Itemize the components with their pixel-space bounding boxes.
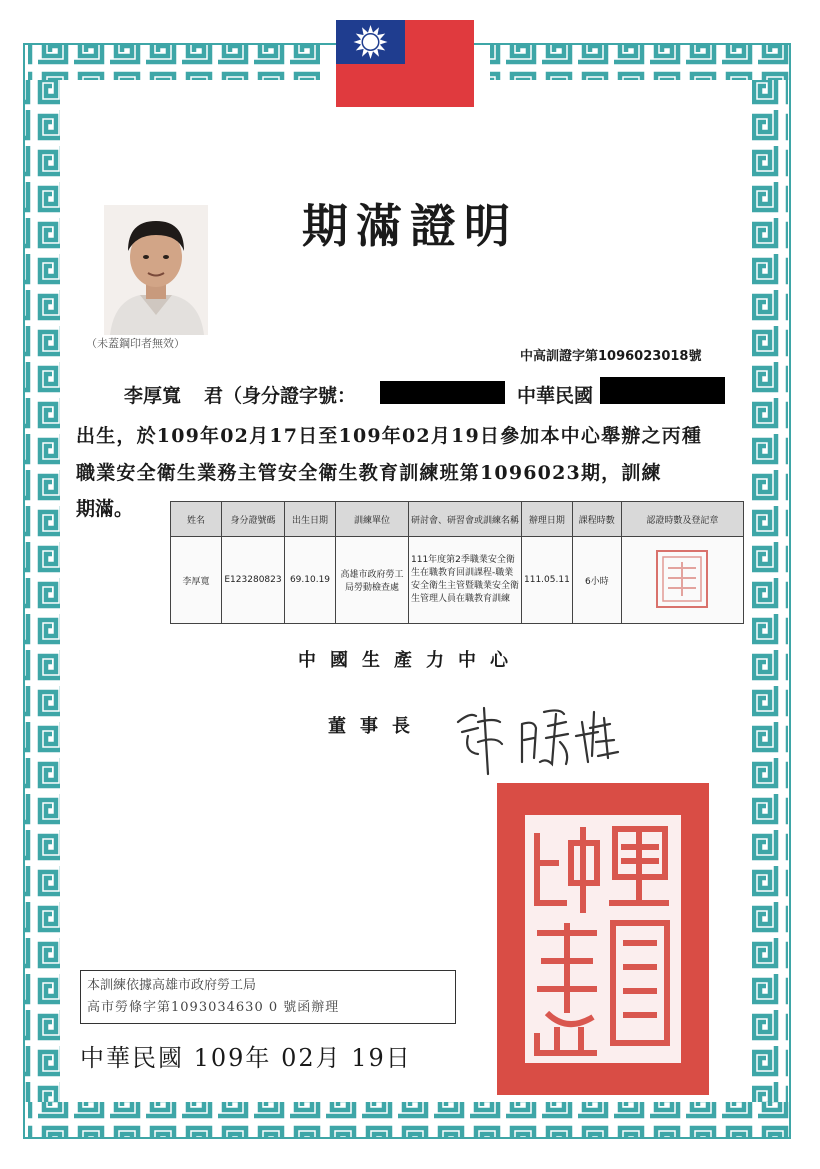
table-header-row [171, 502, 744, 537]
training-record-table [170, 501, 744, 624]
table-header: 訓練單位 [336, 502, 409, 537]
body-line-2: 職業安全衛生業務主管安全衛生教育訓練班第1096023期，訓練 [76, 462, 662, 484]
chairman-signature [448, 692, 628, 782]
issue-date: 中華民國 109年 02月 19日 [80, 1044, 412, 1072]
table-header: 出生日期 [285, 502, 336, 537]
issuer-name: 中國生產力中心 [298, 650, 522, 671]
table-header: 身分證號碼 [222, 502, 285, 537]
certification-stamp-cell [621, 537, 743, 624]
authorization-line-2: 高市勞條字第1093034630 0 號函辦理 [87, 1000, 340, 1015]
table-header: 辦理日期 [522, 502, 573, 537]
authorization-line-1: 本訓練依據高雄市政府勞工局 [87, 978, 257, 993]
body-line-1: 出生，於109年02月17日至109年02月19日參加本中心舉辦之丙種 [76, 425, 703, 447]
national-flag [336, 20, 474, 107]
table-row [171, 537, 744, 624]
certificate-title: 期滿證明 [302, 199, 518, 253]
chairman-label: 董事長 [328, 716, 424, 737]
table-cell: 111年度第2季職業安全衛生在職教育回訓課程-職業安全衛生主管暨職業安全衛生管理人員在職教育訓練 [409, 537, 522, 624]
table-header: 研討會、研習會或訓練名稱 [409, 502, 522, 537]
table-header: 姓名 [171, 502, 222, 537]
seal-pattern-icon [497, 783, 709, 1095]
table-cell: 111.05.11 [522, 537, 573, 624]
flag-canton [336, 20, 405, 64]
redacted-id-number [380, 381, 505, 404]
table-cell: 6小時 [572, 537, 621, 624]
body-line-3: 期滿。 [76, 498, 134, 520]
table-cell: 高雄市政府勞工局勞動檢查處 [336, 537, 409, 624]
holder-name: 李厚寬 [124, 385, 182, 407]
certificate-number: 中高訓證字第1096023018號 [520, 349, 702, 364]
table-header: 認證時數及登記章 [621, 502, 743, 537]
table-cell: 69.10.19 [285, 537, 336, 624]
table-cell: E123280823 [222, 537, 285, 624]
sun-icon [336, 20, 405, 64]
nationality-prefix: 中華民國 [517, 385, 594, 407]
photo-note: （未蓋鋼印者無效） [86, 337, 185, 350]
table-header: 課程時數 [572, 502, 621, 537]
authorization-note [80, 970, 456, 1024]
official-seal [497, 783, 709, 1095]
certification-stamp-icon [654, 548, 710, 610]
table-cell: 李厚寬 [171, 537, 222, 624]
redacted-birth-date [600, 377, 725, 404]
salutation-id-label: 君（身分證字號： [204, 385, 357, 407]
